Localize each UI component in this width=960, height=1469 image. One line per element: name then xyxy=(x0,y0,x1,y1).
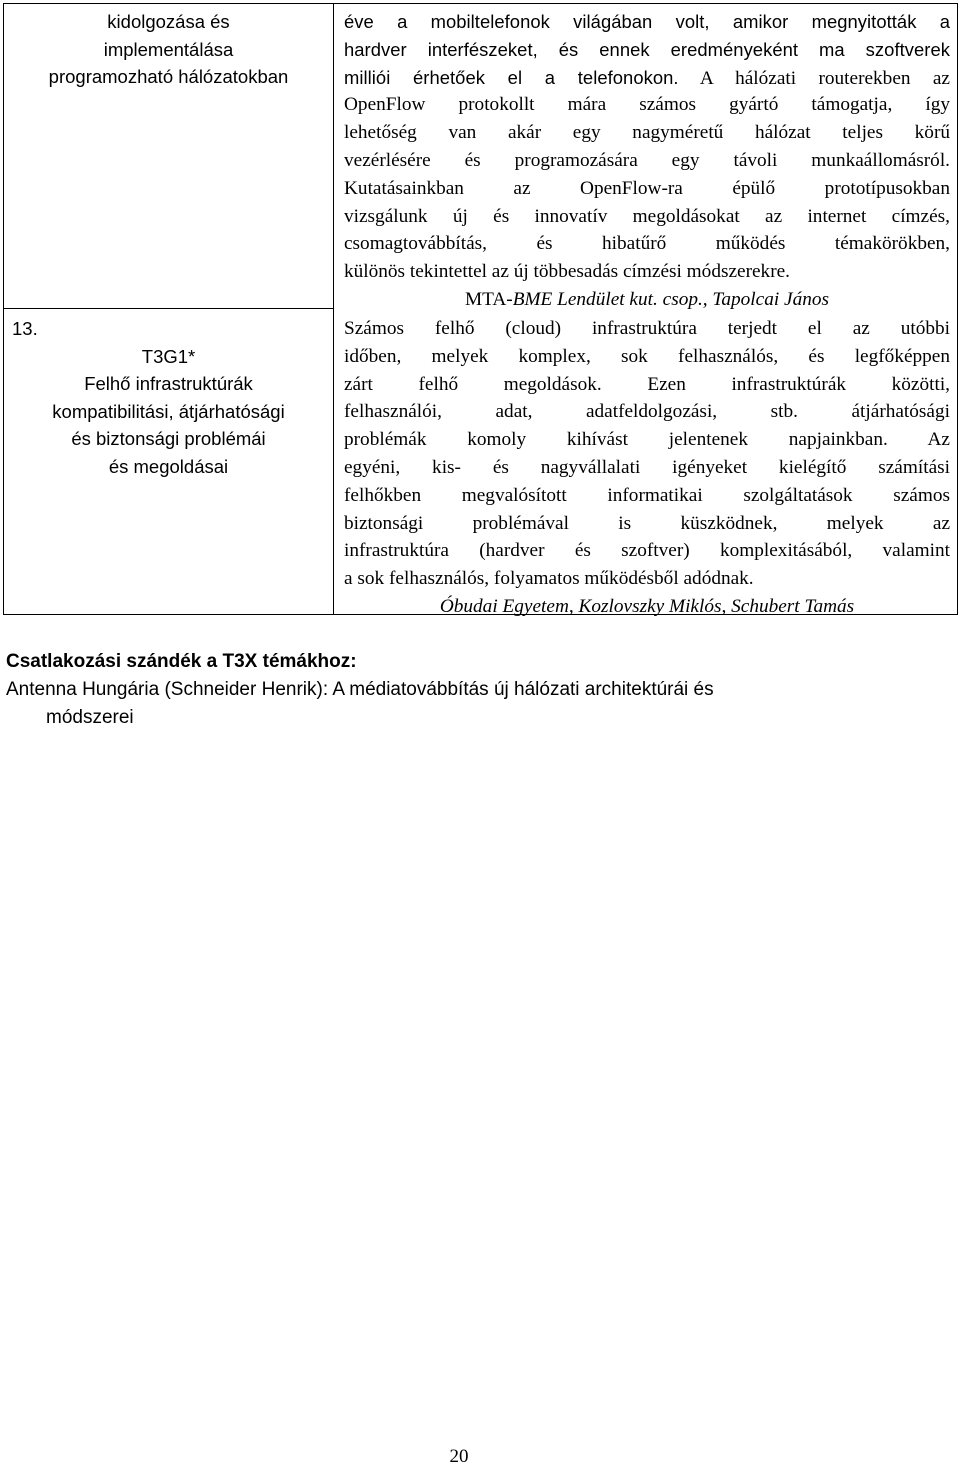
row1-author xyxy=(344,286,950,314)
row1-description-cell xyxy=(344,8,950,314)
row1-desc-line: éve a mobiltelefonok világában volt, amikor megnyitották a xyxy=(344,11,950,32)
topics-table xyxy=(3,3,958,615)
row2-description-cell xyxy=(344,315,950,621)
row2-desc-line: felhasználói, adat, adatfeldolgozási, stb. átjárhatósági xyxy=(344,401,950,423)
joining-intent-section xyxy=(6,648,946,732)
row2-topic-line: T3G1* xyxy=(141,345,196,367)
row1-desc-line: csomagtovábbítás, és hibatűrő működés témakörökben, xyxy=(344,233,950,255)
row2-desc-line: biztonsági problémával is küszködnek, melyek az xyxy=(344,512,950,534)
section-text-line: Antenna Hungária (Schneider Henrik): A médiatovábbítás új hálózati architektúrái és xyxy=(6,679,714,700)
row1-desc-line: hardver interfészeket, és ennek eredményeként ma szoftverek xyxy=(344,38,950,60)
row1-author-prefix: MTA- xyxy=(464,288,513,310)
row2-desc-line: infrastruktúra (hardver és szoftver) komplexitásából, valamint xyxy=(344,540,950,562)
row1-desc-segment: A hálózati routerekben az xyxy=(699,67,950,89)
row1-desc-line: vizsgálunk új és innovatív megoldásokat az internet címzés, xyxy=(344,205,950,227)
row2-topic-line: kompatibilitási, átjárhatósági xyxy=(52,400,285,422)
row2-number: 13. xyxy=(12,318,38,339)
row1-desc-line: különös tekintettel az új többesadás címzési módszerekre. xyxy=(344,261,791,283)
row1-topic-line: implementálása xyxy=(103,38,234,60)
section-text-line: módszerei xyxy=(46,707,134,728)
page-number: 20 xyxy=(449,1446,469,1467)
row1-desc-line: vezérlésére és programozására egy távoli munkaállomásról. xyxy=(344,149,950,171)
row2-desc-line: Számos felhő (cloud) infrastruktúra terjedt el az utóbbi xyxy=(344,318,950,339)
row2-topic-cell xyxy=(4,315,333,481)
row2-desc-line: zárt felhő megoldások. Ezen infrastruktúrák közötti, xyxy=(344,373,950,395)
row2-desc-line: időben, melyek komplex, sok felhasználós, és legfőképpen xyxy=(344,345,950,367)
row1-desc-line xyxy=(344,64,950,92)
row2-author: Óbudai Egyetem, Kozlovszky Miklós, Schubert Tamás xyxy=(439,595,855,617)
row2-desc-line: felhőkben megvalósított informatikai szolgáltatások számos xyxy=(344,484,950,506)
row1-desc-segment: milliói érhetőek el a telefonokon. xyxy=(344,66,679,88)
row1-author-names: BME Lendület kut. csop., Tapolcai János xyxy=(512,288,830,310)
row2-desc-line: problémák komoly kihívást jelentenek napjainkban. Az xyxy=(344,429,950,451)
row2-desc-line: egyéni, kis- és nagyvállalati igényeket kielégítő számítási xyxy=(344,456,950,478)
row1-topic-cell xyxy=(4,8,333,91)
row1-topic-line: kidolgozása és xyxy=(107,11,230,32)
row2-desc-line: a sok felhasználós, folyamatos működésből adódnak. xyxy=(344,568,754,590)
row2-topic-line: Felhő infrastruktúrák xyxy=(84,373,253,395)
section-heading: Csatlakozási szándék a T3X témákhoz: xyxy=(6,651,357,672)
row2-topic-line: és megoldásai xyxy=(108,455,229,477)
row1-desc-line: lehetőség van akár egy nagyméretű hálózat teljes körű xyxy=(344,122,950,144)
row1-topic-line: programozható hálózatokban xyxy=(48,66,289,88)
row-divider xyxy=(4,308,333,309)
row1-desc-line: OpenFlow protokollt mára számos gyártó támogatja, így xyxy=(344,94,950,116)
row1-desc-line: Kutatásainkban az OpenFlow-ra épülő prototípusokban xyxy=(344,177,950,199)
column-divider xyxy=(333,4,334,614)
row2-topic-line: és biztonsági problémái xyxy=(71,428,266,450)
